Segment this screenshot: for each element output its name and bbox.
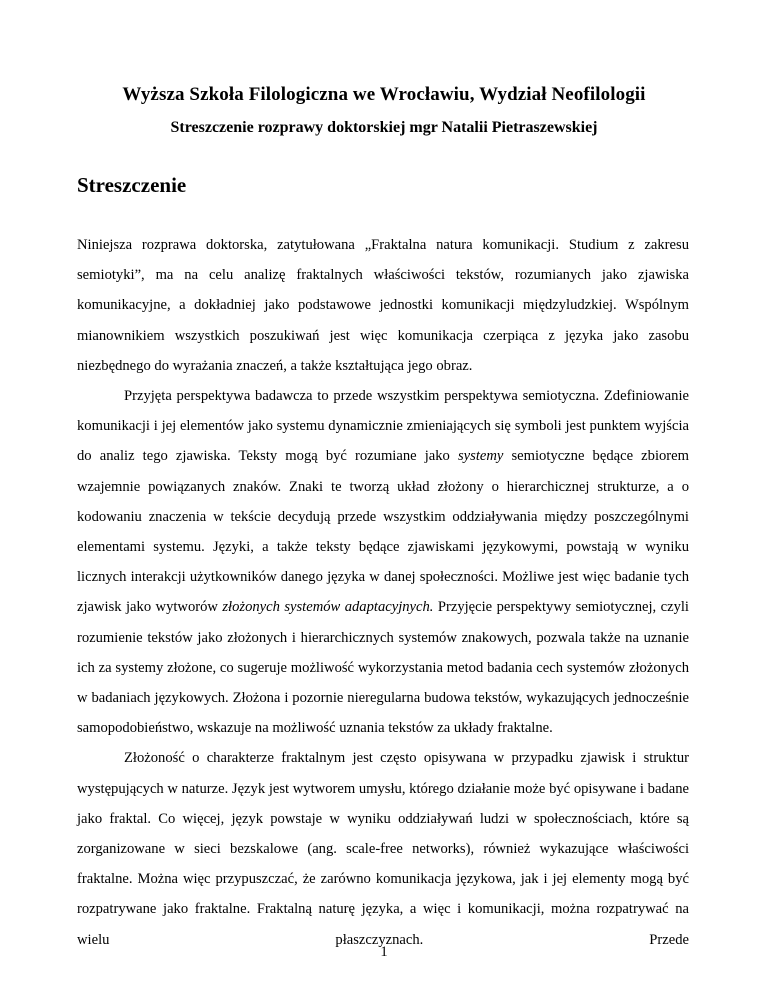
section-title: Streszczenie: [77, 173, 187, 197]
paragraph-2-part-a: Przyjęta perspektywa badawcza to przede wszystkim perspektywa semiotyczna. Zdefiniowanie komunikacji i jej elementów jako systemu dynamicznie zmieniających się symboli jest punktem wyjścia do analiz tego zjawiska. Teksty mogą być rozumiane jako: [77, 388, 689, 465]
paragraph-2-emphasis-1: systemy: [457, 448, 504, 465]
paragraph-3: Złożoność o charakterze fraktalnym jest często opisywana w przypadku zjawisk i struktur występujących w naturze. Język jest wytworem umysłu, którego działanie może być opisywane i badane jako fraktal. Co więcej, język powstaje w wyniku oddziaływań ludzi w społecznościach, które są zorganizowane w sieci bezskalowe (ang. scale-free networks), również wykazujące właściwości fraktalne. Można więc przypuszczać, że zarówno komunikacja językowa, jak i jej elementy mogą być rozpatrywane jako fraktalne. Fraktalną naturę języka, a więc i komunikacji, można rozpatrywać na wielu płaszczyznach. Przede: [77, 750, 689, 948]
paragraph-2-part-c: Przyjęcie perspektywy semiotycznej, czyli rozumienie tekstów jako złożonych i hierarchicznych systemów znakowych, pozwala także na uznanie ich za systemy złożone, co sugeruje możliwość wykorzystania metod badania cech systemów złożonych w badaniach językowych. Złożona i pozornie nieregularna budowa tekstów, wykazujących jednocześnie samopodobieństwo, wskazuje na możliwość uznania tekstów za układy fraktalne.: [77, 599, 689, 737]
institution-heading: Wyższa Szkoła Filologiczna we Wrocławiu, Wydział Neofilologii: [122, 84, 646, 105]
thesis-subtitle: Streszczenie rozprawy doktorskiej mgr Natalii Pietraszewskiej: [170, 119, 598, 136]
page-number: 1: [380, 944, 388, 960]
paragraph-1: Niniejsza rozprawa doktorska, zatytułowana „Fraktalna natura komunikacji. Studium z zakresu semiotyki”, ma na celu analizę fraktalnych właściwości tekstów, rozumianych jako zjawiska komunikacyjne, a dokładniej jako podstawowe jednostki komunikacji międzyludzkiej. Wspólnym mianownikiem wszystkich poszukiwań jest więc komunikacja czerpiąca z języka jako zasobu niezbędnego do wyrażania znaczeń, a także kształtująca jego obraz.: [77, 237, 689, 374]
paragraph-2-part-b: semiotyczne będące zbiorem wzajemnie powiązanych znaków. Znaki te tworzą układ złożony o hierarchicznej strukturze, a o kodowaniu znaczenia w tekście decydują przede wszystkim oddziaływania między poszczególnymi elementami systemu. Języki, a także teksty będące zjawiskami językowymi, powstają w wyniku licznych interakcji użytkowników danego języka w danej społeczności. Możliwe jest więc badanie tych zjawisk jako wytworów: [77, 448, 689, 616]
body-text: [77, 230, 689, 955]
paragraph-2: [77, 381, 689, 743]
paragraph-2-emphasis-2: złożonych systemów adaptacyjnych.: [222, 599, 434, 616]
